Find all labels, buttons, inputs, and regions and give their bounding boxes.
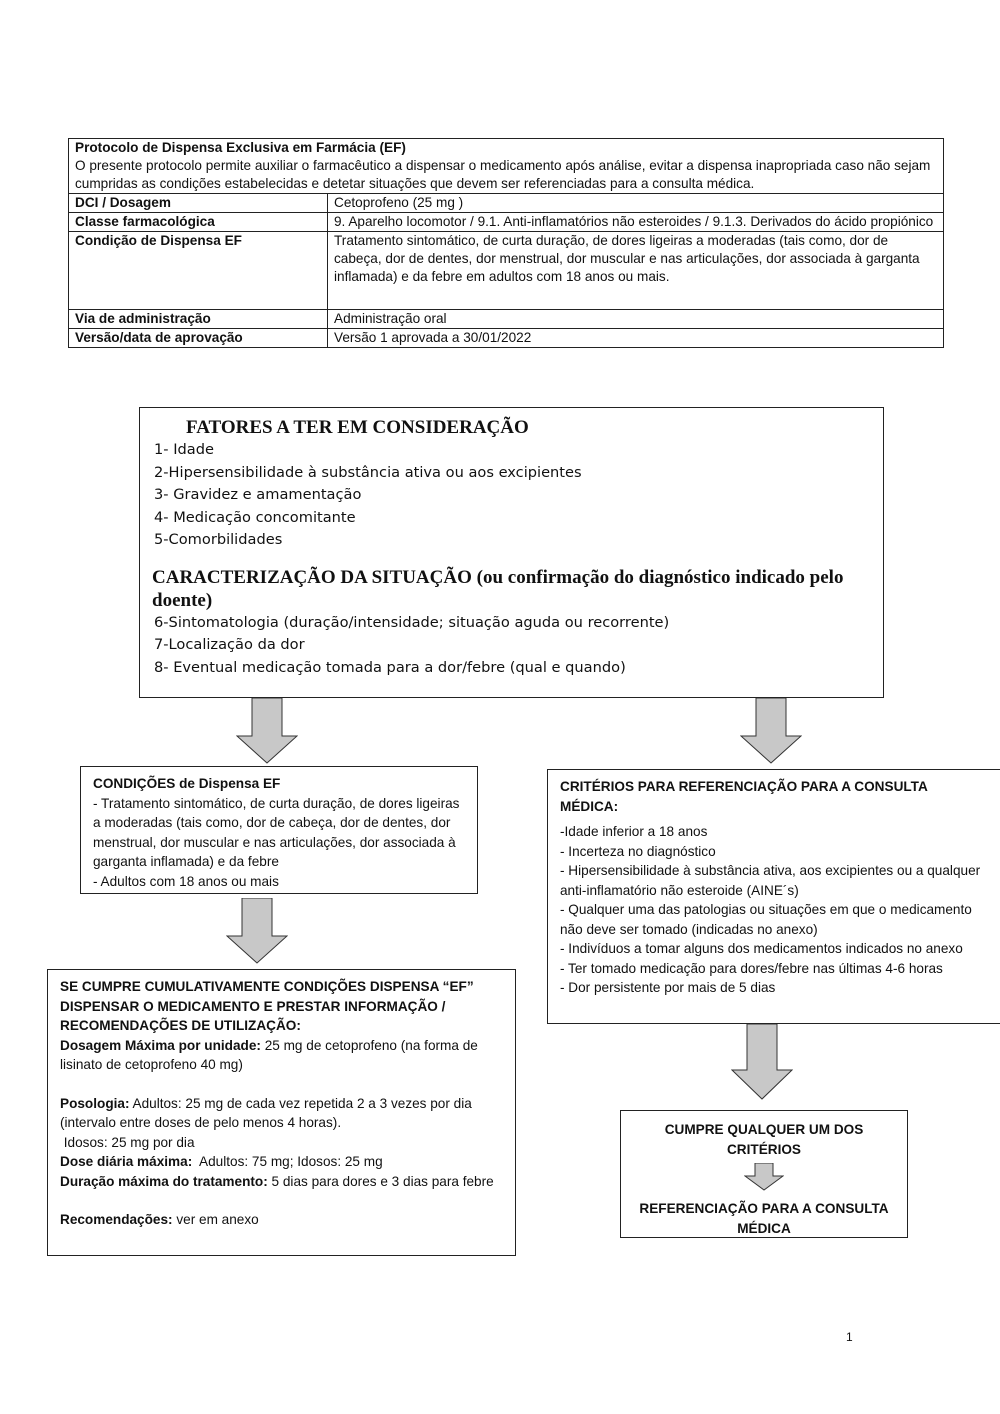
table-row (69, 213, 944, 232)
list-item: 3- Gravidez e amamentação (154, 486, 362, 503)
max-unit-line (60, 1036, 503, 1075)
list-item: -Idade inferior a 18 anos (560, 824, 708, 839)
list-item: - Ter tomado medicação para dores/febre nas últimas 4-6 horas (560, 960, 943, 976)
conditions-box (80, 766, 478, 894)
list-item: - Indivíduos a tomar alguns dos medicamentos indicados no anexo (560, 941, 963, 956)
criteria-heading: CRITÉRIOS PARA REFERENCIAÇÃO PARA A CONSULTA MÉDICA: (560, 779, 928, 814)
list-item: 7-Localização da dor (154, 636, 305, 653)
posology-label: Posologia: (60, 1095, 130, 1111)
list-item: - Adultos com 18 anos ou mais (93, 873, 279, 889)
down-arrow-icon (740, 698, 802, 764)
referral-action-text: REFERENCIAÇÃO PARA A CONSULTA MÉDICA (639, 1201, 889, 1236)
dispense-heading: SE CUMPRE CUMULATIVAMENTE CONDIÇÕES DISPENSA “EF” DISPENSAR O MEDICAMENTO E PRESTAR INFORMAÇÃO / RECOMENDAÇÕES DE UTILIZAÇÃO: (60, 979, 474, 1033)
row-label: Classe farmacológica (69, 213, 328, 232)
list-item: - Tratamento sintomático, de curta duração, de dores ligeiras a moderadas (tais como, dor de cabeça, dor de dentes, dor menstrual, dor muscular e nas articulações, dor associada à garganta inflamada) e da febre (93, 795, 460, 869)
posology-line (60, 1094, 503, 1133)
row-label: Versão/data de aprovação (69, 329, 328, 348)
list-item: - Qualquer uma das patologias ou situações em que o medicamento não deve ser tomado (indicadas no anexo) (560, 902, 972, 937)
conditions-heading: CONDIÇÕES de Dispensa EF (93, 776, 281, 791)
daily-max-line (60, 1152, 503, 1172)
recommend-value: ver em anexo (172, 1212, 259, 1227)
down-arrow-icon (236, 698, 298, 764)
list-item: - Dor persistente por mais de 5 dias (560, 980, 776, 995)
down-arrow-icon (226, 898, 288, 964)
table-row (69, 310, 944, 329)
criteria-met-text: CUMPRE QUALQUER UM DOS CRITÉRIOS (664, 1122, 864, 1157)
referral-box (620, 1110, 908, 1238)
duration-value: 5 dias para dores e 3 dias para febre (267, 1173, 494, 1189)
factors-box (139, 407, 884, 698)
list-item: 4- Medicação concomitante (154, 508, 356, 526)
row-value: 9. Aparelho locomotor / 9.1. Anti-inflamatórios não esteroides / 9.1.3. Derivados do ácido propiónico (328, 213, 944, 232)
list-item: 8- Eventual medicação tomada para a dor/febre (qual e quando) (154, 658, 626, 676)
recommend-line (60, 1210, 503, 1230)
row-label: Condição de Dispensa EF (69, 232, 328, 310)
factors-list (152, 439, 871, 552)
list-item: - Incerteza no diagnóstico (560, 843, 716, 859)
table-row (69, 232, 944, 310)
posology-value: Adultos: 25 mg de cada vez repetida 2 a 3 vezes por dia (intervalo entre doses de pelo menos 4 horas). (60, 1095, 472, 1130)
small-down-arrow-icon (629, 1163, 899, 1191)
daily-max-label: Dose diária máxima: (60, 1154, 193, 1169)
list-item: 1- Idade (154, 441, 214, 458)
list-item: - Hipersensibilidade à substância ativa, aos excipientes ou a qualquer anti-inflamatório não esteroide (AINE´s) (560, 863, 981, 898)
row-value: Cetoprofeno (25 mg ) (328, 194, 944, 213)
max-unit-value: 25 mg de cetoprofeno (na forma de lisinato de cetoprofeno 40 mg) (60, 1037, 478, 1072)
duration-line (60, 1172, 503, 1192)
situation-heading: CARACTERIZAÇÃO DA SITUAÇÃO (ou confirmação do diagnóstico indicado pelo doente) (152, 566, 844, 611)
daily-max-value: Adultos: 75 mg; Idosos: 25 mg (192, 1154, 383, 1169)
situation-list (152, 612, 871, 680)
row-value: Administração oral (328, 310, 944, 329)
criteria-box (547, 769, 1000, 1024)
table-row (69, 194, 944, 213)
table-row (69, 329, 944, 348)
row-value: Versão 1 aprovada a 30/01/2022 (328, 329, 944, 348)
factors-heading: FATORES A TER EM CONSIDERAÇÃO (186, 417, 529, 438)
row-label: DCI / Dosagem (69, 194, 328, 213)
protocol-intro: O presente protocolo permite auxiliar o farmacêutico a dispensar o medicamento após análise, evitar a dispensa inapropriada caso não sejam cumpridas as condições estabelecidas e detetar situações que devem ser referenciadas para a consulta médica. (75, 158, 931, 191)
protocol-table (68, 138, 944, 348)
list-item: 2-Hipersensibilidade à substância ativa ou aos excipientes (154, 463, 582, 481)
dispense-box (47, 969, 516, 1256)
list-item: 5-Comorbilidades (154, 531, 283, 548)
page-number: 1 (846, 1330, 853, 1344)
protocol-header-cell (69, 139, 944, 194)
elderly-line: Idosos: 25 mg por dia (60, 1134, 195, 1150)
duration-label: Duração máxima do tratamento: (60, 1173, 268, 1189)
recommend-label: Recomendações: (60, 1212, 173, 1227)
row-label: Via de administração (69, 310, 328, 329)
down-arrow-icon (731, 1024, 793, 1100)
max-unit-label: Dosagem Máxima por unidade: (60, 1037, 261, 1053)
protocol-title: Protocolo de Dispensa Exclusiva em Farmácia (EF) (75, 140, 406, 155)
list-item: 6-Sintomatologia (duração/intensidade; situação aguda ou recorrente) (154, 613, 670, 631)
row-value: Tratamento sintomático, de curta duração, de dores ligeiras a moderadas (tais como, dor de cabeça, dor de dentes, dor menstrual, dor muscular e nas articulações, dor associada à garganta inflamada) e da febre em adultos com 18 anos ou mais. (328, 232, 944, 310)
